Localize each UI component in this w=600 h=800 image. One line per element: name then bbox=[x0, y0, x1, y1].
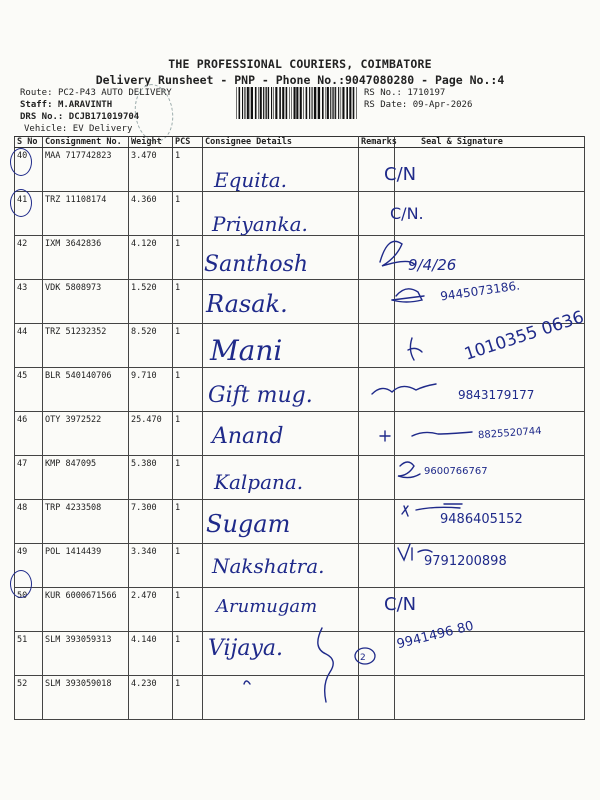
signature-scribble-49 bbox=[398, 544, 432, 560]
hw-sign-42: 9/4/26 bbox=[408, 256, 457, 274]
row-pcs: 1 bbox=[173, 500, 203, 544]
row-weight: 9.710 bbox=[129, 368, 173, 412]
hw-name-41: Priyanka. bbox=[212, 212, 308, 236]
row-consignment: BLR 540140706 bbox=[43, 368, 129, 412]
row-pcs: 1 bbox=[173, 280, 203, 324]
col-weight: Weight bbox=[129, 137, 173, 148]
row-sno: 50 bbox=[15, 588, 43, 632]
hw-name-51: Vijaya. bbox=[208, 636, 284, 661]
row-pcs: 1 bbox=[173, 236, 203, 280]
runsheet-subtitle: Delivery Runsheet - PNP - Phone No.:9047080280 - Page No.:4 bbox=[95, 73, 505, 87]
row-consignment: POL 1414439 bbox=[43, 544, 129, 588]
row-weight: 3.340 bbox=[129, 544, 173, 588]
row-consignment: TRZ 11108174 bbox=[43, 192, 129, 236]
vehicle-value: EV Delivery bbox=[72, 124, 133, 134]
hw-sign-50: C/N bbox=[384, 594, 417, 615]
hw-sign-45: 9843179177 bbox=[458, 388, 535, 402]
hw-name-49: Nakshatra. bbox=[212, 554, 325, 578]
staff-label: Staff: bbox=[20, 100, 53, 110]
row-weight: 4.120 bbox=[129, 236, 173, 280]
hw-name-42: Santhosh bbox=[204, 252, 309, 277]
row-sno: 40 bbox=[15, 148, 43, 192]
signature-scribble-45 bbox=[372, 384, 436, 394]
row-weight: 4.230 bbox=[129, 676, 173, 720]
company-title: THE PROFESSIONAL COURIERS, COIMBATORE bbox=[168, 57, 432, 71]
signature-scribble-46 bbox=[380, 431, 472, 441]
signature-scribble-42 bbox=[380, 241, 414, 266]
circled-number: 2 bbox=[360, 653, 366, 663]
row-weight: 3.470 bbox=[129, 148, 173, 192]
col-sno: S No bbox=[15, 137, 43, 148]
row-consignment: TRZ 51232352 bbox=[43, 324, 129, 368]
row-weight: 4.360 bbox=[129, 192, 173, 236]
row-weight: 2.470 bbox=[129, 588, 173, 632]
col-remarks: Remarks bbox=[359, 137, 395, 148]
row-pcs: 1 bbox=[173, 544, 203, 588]
row-consignment: MAA 717742823 bbox=[43, 148, 129, 192]
row-sno: 41 bbox=[15, 192, 43, 236]
row-consignment: VDK 5808973 bbox=[43, 280, 129, 324]
row-sno: 47 bbox=[15, 456, 43, 500]
row-pcs: 1 bbox=[173, 456, 203, 500]
hw-name-47: Kalpana. bbox=[214, 470, 304, 494]
row-consignment: SLM 393059313 bbox=[43, 632, 129, 676]
route-label: Route: bbox=[20, 88, 53, 98]
hw-name-45: Gift mug. bbox=[208, 383, 313, 408]
hw-name-40: Equita. bbox=[214, 168, 287, 192]
signature-scribble-48 bbox=[402, 504, 462, 516]
row-pcs: 1 bbox=[173, 676, 203, 720]
drs-label: DRS No.: bbox=[20, 112, 64, 122]
hw-sign-49: 9791200898 bbox=[424, 554, 507, 569]
row-pcs: 1 bbox=[173, 588, 203, 632]
signature-scribble-47 bbox=[398, 462, 420, 478]
row-consignment: SLM 393059018 bbox=[43, 676, 129, 720]
row-pcs: 1 bbox=[173, 324, 203, 368]
hw-sign-41: C/N. bbox=[390, 204, 424, 223]
row-pcs: 1 bbox=[173, 412, 203, 456]
col-consignment: Consignment No. bbox=[43, 137, 129, 148]
row-sno: 42 bbox=[15, 236, 43, 280]
col-signature: Seal & Signature bbox=[395, 137, 585, 148]
row-sno: 46 bbox=[15, 412, 43, 456]
hw-name-43: Rasak. bbox=[206, 290, 288, 318]
rs-number: RS No.: 1710197 bbox=[364, 88, 446, 98]
row-sno: 48 bbox=[15, 500, 43, 544]
row-pcs: 1 bbox=[173, 368, 203, 412]
row-pcs: 1 bbox=[173, 632, 203, 676]
signature-scribble-44 bbox=[408, 338, 422, 360]
hw-sign-44: 1010355 0636 bbox=[461, 307, 587, 365]
row-sno: 49 bbox=[15, 544, 43, 588]
hw-sign-40: C/N bbox=[384, 164, 417, 185]
row-consignment: IXM 3642836 bbox=[43, 236, 129, 280]
col-consignee: Consignee Details bbox=[203, 137, 359, 148]
row-sno: 51 bbox=[15, 632, 43, 676]
hw-sign-43: 9445073186. bbox=[439, 278, 521, 304]
hw-name-46: Anand bbox=[212, 424, 284, 449]
row-sno: 52 bbox=[15, 676, 43, 720]
row-consignment: TRP 4233508 bbox=[43, 500, 129, 544]
staff-value: M.ARAVINTH bbox=[57, 100, 113, 110]
hw-sign-48: 9486405152 bbox=[440, 512, 523, 527]
ink-dot bbox=[244, 681, 250, 684]
row-weight: 25.470 bbox=[129, 412, 173, 456]
row-consignment: OTY 3972522 bbox=[43, 412, 129, 456]
row-consignment: KUR 6000671566 bbox=[43, 588, 129, 632]
signature-scribble-51 bbox=[318, 628, 333, 702]
row-weight: 7.300 bbox=[129, 500, 173, 544]
hw-name-44: Mani bbox=[210, 334, 283, 367]
row-sno: 43 bbox=[15, 280, 43, 324]
row-pcs: 1 bbox=[173, 148, 203, 192]
row-consignment: KMP 847095 bbox=[43, 456, 129, 500]
hw-sign-47: 9600766767 bbox=[424, 466, 488, 477]
hw-name-50: Arumugam bbox=[216, 596, 318, 617]
row-weight: 8.520 bbox=[129, 324, 173, 368]
hw-sign-46: 8825520744 bbox=[477, 425, 542, 442]
col-pcs: PCS bbox=[173, 137, 203, 148]
route-value: PC2-P43 AUTO DELIVERY bbox=[57, 88, 172, 98]
hw-name-48: Sugam bbox=[206, 510, 291, 538]
vehicle-label: Vehicle: bbox=[24, 124, 68, 134]
rs-date: RS Date: 09-Apr-2026 bbox=[364, 100, 473, 110]
hw-sign-51: 9941496 80 bbox=[395, 618, 476, 653]
drs-value: DCJB171019704 bbox=[68, 112, 140, 122]
row-weight: 5.380 bbox=[129, 456, 173, 500]
row-weight: 1.520 bbox=[129, 280, 173, 324]
row-pcs: 1 bbox=[173, 192, 203, 236]
row-sno: 44 bbox=[15, 324, 43, 368]
row-sno: 45 bbox=[15, 368, 43, 412]
row-weight: 4.140 bbox=[129, 632, 173, 676]
